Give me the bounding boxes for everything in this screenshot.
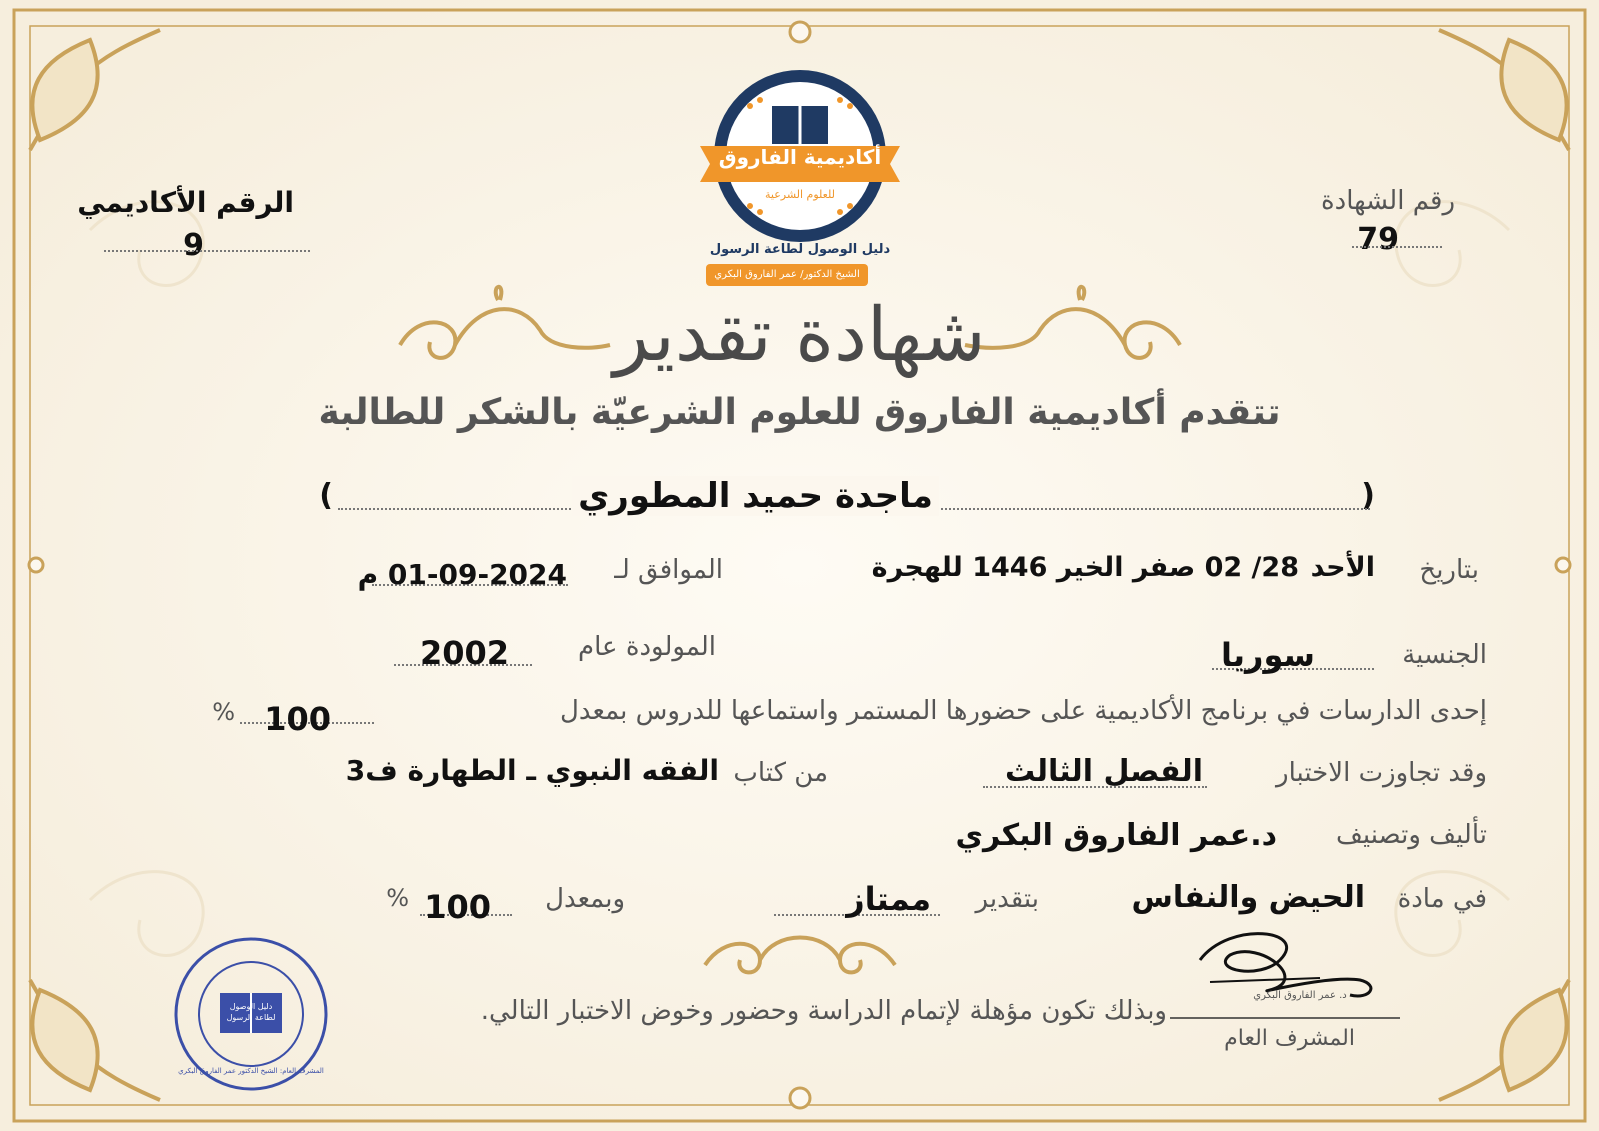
closing-text: وبذلك تكون مؤهلة لإتمام الدراسة وحضور وخوض الاختبار التالي. — [480, 996, 1167, 1026]
gregorian-date: 01-09-2024 م — [357, 558, 567, 591]
intro-text: تتقدم أكاديمية الفاروق للعلوم الشرعيّة بالشكر للطالبة — [318, 392, 1281, 433]
author-label: تأليف وتصنيف — [1335, 820, 1487, 850]
gregorian-label: الموافق لـ — [614, 555, 723, 585]
birth-label: المولودة عام — [578, 632, 716, 662]
academy-seal — [680, 56, 920, 296]
certificate-number-value: 79 — [1357, 222, 1399, 257]
author-value: د.عمر الفاروق البكري — [955, 818, 1277, 853]
average-label: وبمعدل — [545, 884, 625, 914]
birth-value: 2002 — [419, 634, 509, 672]
hijri-date: 28/ 02 صفر الخير 1446 للهجرة — [871, 552, 1299, 583]
stamp-center: دليل الوصول لطاعة الرسول — [226, 1002, 276, 1022]
exam-value: الفصل الثالث — [1004, 754, 1203, 789]
average-value: 100 — [424, 888, 491, 926]
signature-name: د. عمر الفاروق البكري — [1253, 990, 1347, 1001]
seal-author-ribbon: الشيخ الدكتور/ عمر الفاروق البكري — [706, 264, 868, 286]
student-open-paren: ( — [1361, 478, 1375, 513]
grade-label: بتقدير — [975, 884, 1039, 914]
seal-graphic — [680, 56, 920, 296]
book-label: من كتاب — [733, 758, 828, 788]
book-value: الفقه النبوي ـ الطهارة ف3 — [345, 754, 719, 787]
stamp-ring: المشرف العام: الشيخ الدكتور عمر الفاروق البكري — [178, 1067, 324, 1075]
nationality-value: سوريا — [1221, 636, 1315, 674]
subject-value: الحيض والنفاس — [1131, 880, 1365, 915]
seal-subtitle: للعلوم الشرعية — [764, 188, 835, 201]
academic-number-label: الرقم الأكاديمي — [77, 186, 294, 219]
average-unit: % — [386, 884, 409, 912]
signature-mark — [1170, 920, 1400, 1030]
attendance-value: 100 — [264, 700, 331, 738]
certificate-title: شهادة تقدير — [613, 292, 986, 378]
signature-block — [1170, 920, 1400, 1030]
student-name: ماجدة حميد المطوري — [572, 476, 939, 516]
hijri-day: الأحد — [1310, 552, 1375, 583]
student-close-paren: ) — [319, 478, 333, 513]
nationality-label: الجنسية — [1402, 640, 1487, 670]
seal-banner: أكاديمية الفاروق — [718, 145, 882, 169]
signature-title: المشرف العام — [1224, 1026, 1355, 1051]
seal-caption: دليل الوصول لطاعة الرسول — [709, 242, 891, 257]
attendance-text: إحدى الدارسات في برنامج الأكاديمية على حضورها المستمر واستماعها للدروس بمعدل — [559, 696, 1487, 726]
exam-label: وقد تجاوزت الاختبار — [1276, 758, 1487, 788]
academic-number-line — [104, 250, 310, 252]
certificate-number-line — [1352, 246, 1442, 248]
certificate-number-label: رقم الشهادة — [1321, 186, 1455, 216]
grade-value: ممتاز — [846, 880, 931, 918]
attendance-unit: % — [212, 698, 235, 726]
academic-number-value: 9 — [183, 228, 204, 263]
date-label: بتاريخ — [1419, 555, 1479, 585]
subject-label: في مادة — [1397, 884, 1487, 914]
supervisor-stamp — [172, 935, 330, 1093]
